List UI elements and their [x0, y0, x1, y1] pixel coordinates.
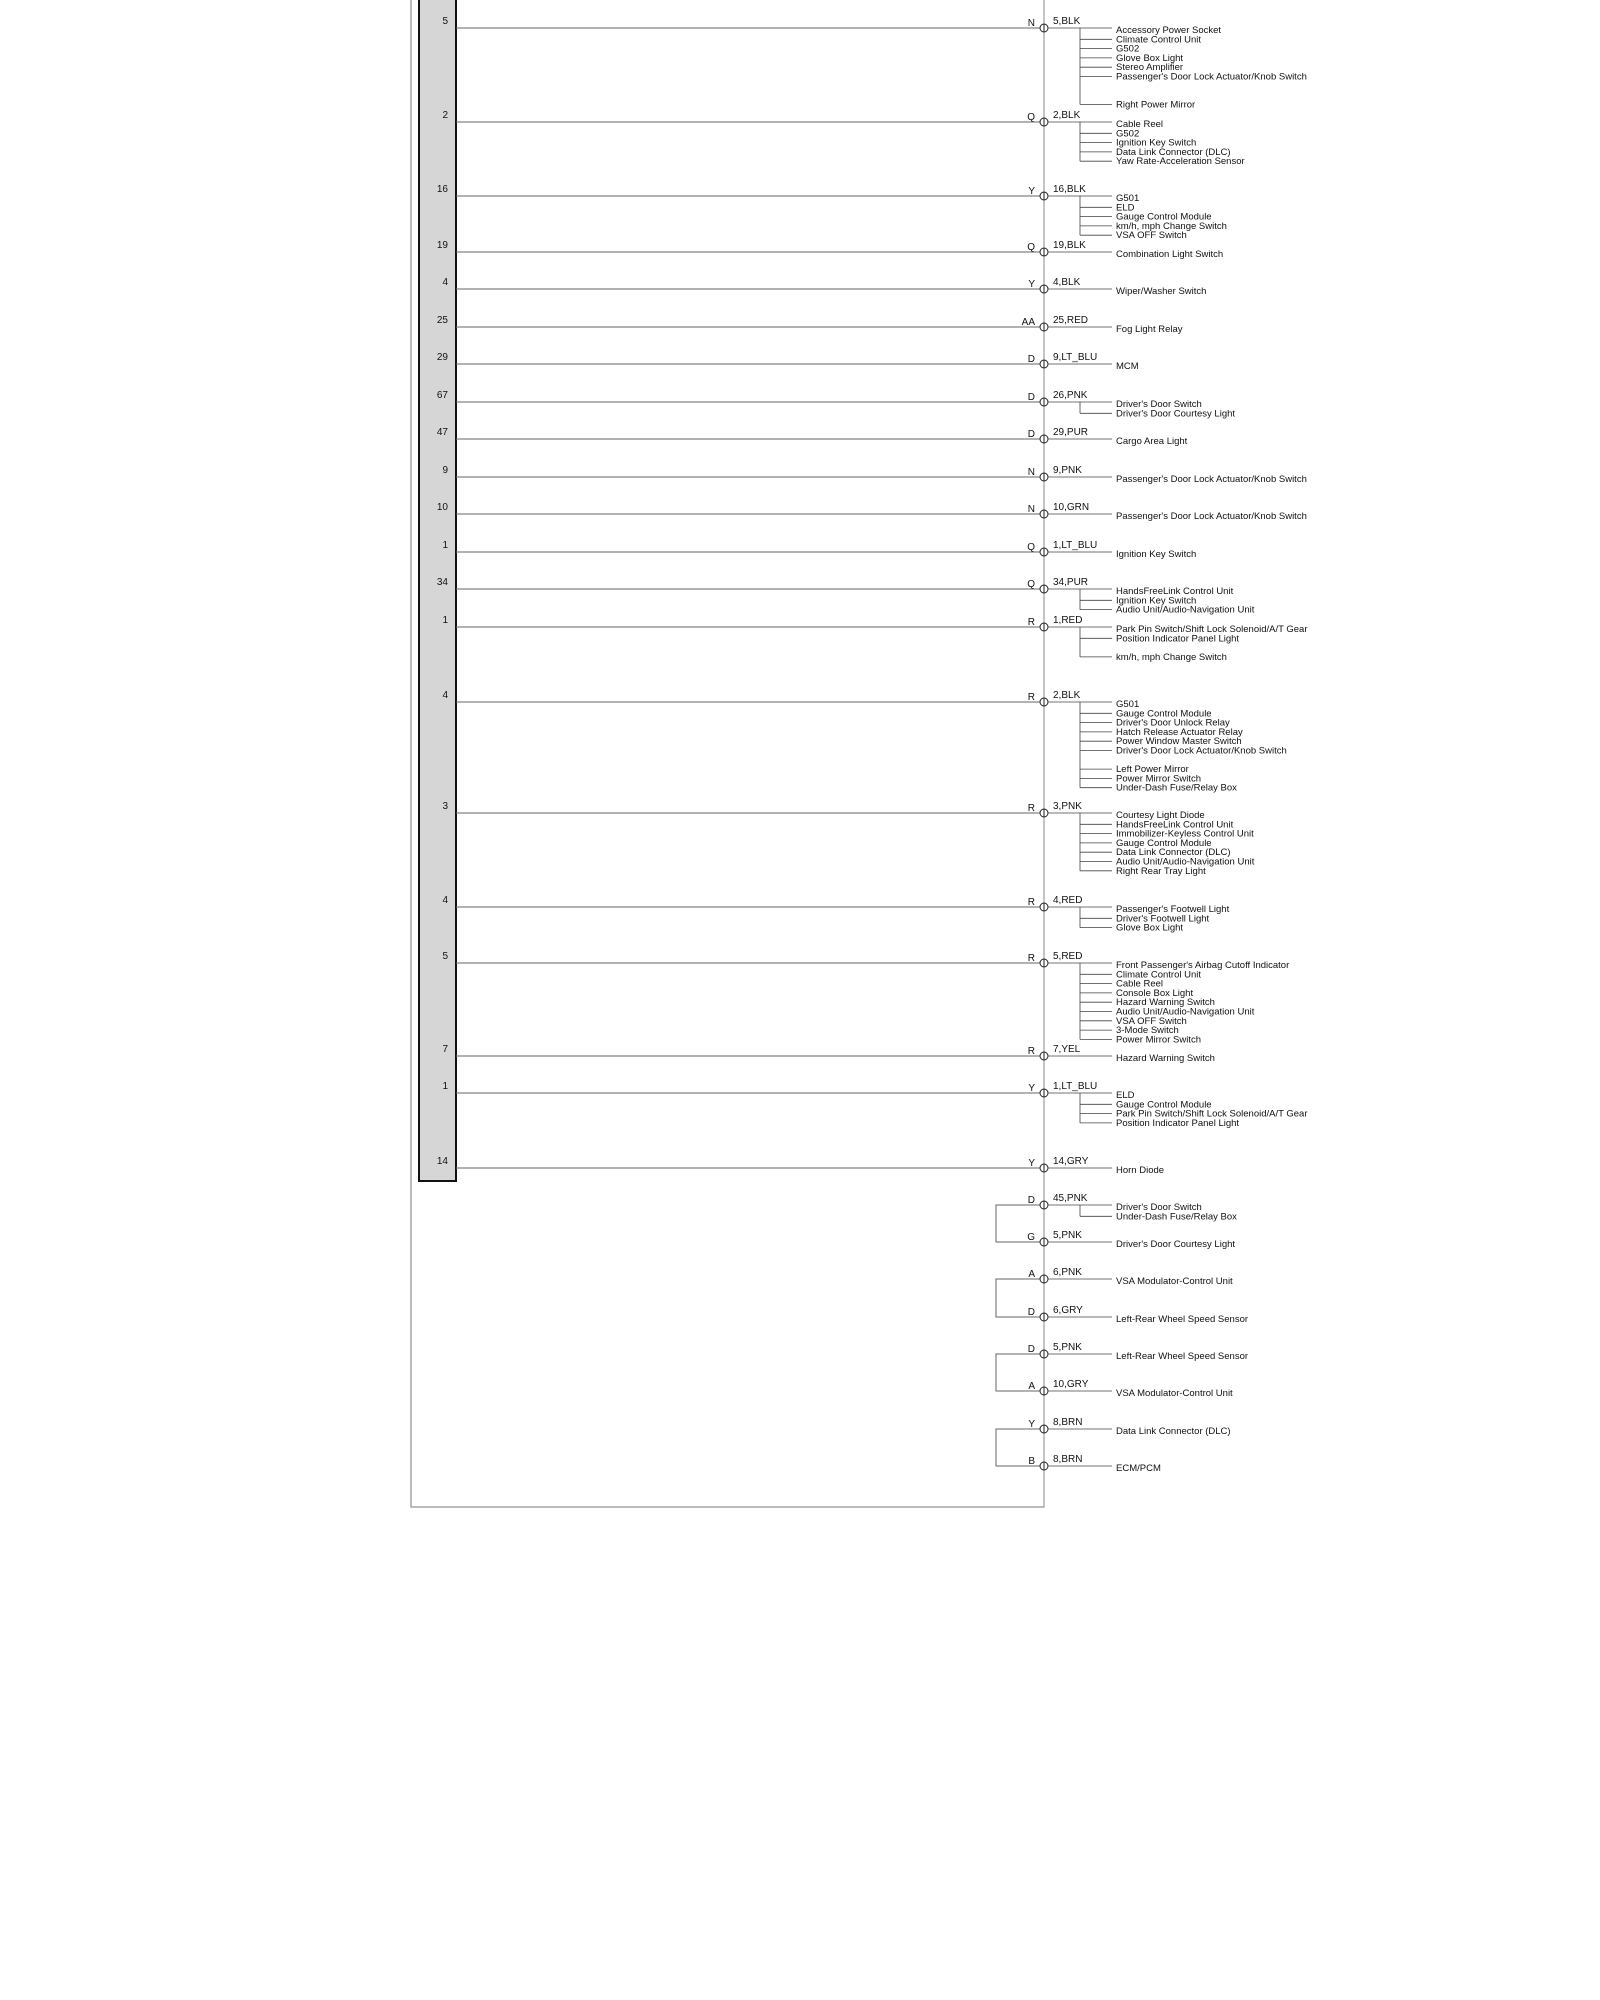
circuit-component-label: Courtesy Light Diode: [1116, 810, 1205, 821]
circuit-component-label: Passenger's Door Lock Actuator/Knob Switch: [1116, 511, 1307, 522]
jumper-component-label: Driver's Door Switch: [1116, 1202, 1202, 1213]
circuit-component-label: Wiper/Washer Switch: [1116, 286, 1207, 297]
wire-code: 5,PNK: [1053, 1342, 1082, 1353]
wire-code: 6,GRY: [1053, 1305, 1083, 1316]
connector-id: Y: [1028, 1083, 1035, 1094]
wire-code: 45,PNK: [1053, 1193, 1088, 1204]
circuit-component-label: G501: [1116, 699, 1140, 710]
circuit-component-label: Driver's Door Courtesy Light: [1116, 408, 1236, 420]
connector-pin-number: 25: [436, 315, 448, 326]
circuit-component-label: Accessory Power Socket: [1116, 25, 1222, 36]
wire-code: 8,BRN: [1053, 1417, 1083, 1428]
connector-id: AA: [1021, 317, 1035, 328]
circuit-component-label: km/h, mph Change Switch: [1116, 651, 1227, 663]
circuit-component-label: Power Window Master Switch: [1116, 736, 1242, 748]
wire-code: 1,LT_BLU: [1053, 540, 1098, 551]
connector-pin-number: 1: [442, 540, 448, 551]
circuit-component-label: Under-Dash Fuse/Relay Box: [1116, 782, 1237, 794]
jumper-component-label: VSA Modulator-Control Unit: [1116, 1388, 1233, 1399]
wire-code: 14,GRY: [1053, 1156, 1089, 1167]
wire-code: 4,BLK: [1053, 277, 1081, 288]
circuit-component-label: G502: [1116, 128, 1140, 140]
wire-code: 2,BLK: [1053, 110, 1081, 121]
connector-id: R: [1027, 617, 1035, 628]
wire-code: 9,LT_BLU: [1053, 352, 1098, 363]
circuit-component-label: Power Mirror Switch: [1116, 1034, 1201, 1046]
circuit-component-label: MCM: [1116, 361, 1139, 372]
connector-pin-number: 3: [442, 801, 448, 812]
circuit-component-label: HandsFreeLink Control Unit: [1116, 819, 1234, 831]
circuit-component-label: Front Passenger's Airbag Cutoff Indicator: [1116, 960, 1290, 971]
circuit-component-label: Fog Light Relay: [1116, 324, 1183, 335]
wire-code: 4,RED: [1053, 895, 1083, 906]
connector-pin-number: 34: [436, 577, 448, 588]
connector-id: G: [1027, 1232, 1035, 1243]
wire-code: 3,PNK: [1053, 801, 1082, 812]
circuit-component-label: Gauge Control Module: [1116, 837, 1212, 849]
circuit-component-label: Right Power Mirror: [1116, 99, 1196, 111]
circuit-component-label: Gauge Control Module: [1116, 708, 1212, 720]
circuit-component-label: km/h, mph Change Switch: [1116, 220, 1227, 232]
connector-id: R: [1027, 1046, 1035, 1057]
connector-pin-number: 47: [436, 427, 448, 438]
connector-pin-number: 16: [436, 184, 448, 195]
jumper-component-label: Driver's Door Courtesy Light: [1116, 1239, 1236, 1250]
jumper-component-label: ECM/PCM: [1116, 1463, 1161, 1474]
circuit-component-label: Driver's Door Switch: [1116, 399, 1202, 410]
circuit-component-label: Hazard Warning Switch: [1116, 997, 1215, 1009]
connector-pin-number: 10: [436, 502, 448, 513]
jumper-component-label: Left-Rear Wheel Speed Sensor: [1116, 1351, 1249, 1362]
connector-pin-number: 5: [442, 951, 448, 962]
circuit-component-label: Combination Light Switch: [1116, 249, 1224, 260]
connector-id: D: [1027, 1344, 1035, 1355]
connector-id: Q: [1027, 112, 1035, 123]
connector-id: R: [1027, 692, 1035, 703]
connector-id: A: [1028, 1381, 1035, 1392]
circuit-component-label: Ignition Key Switch: [1116, 137, 1197, 149]
wire-code: 10,GRY: [1053, 1379, 1089, 1390]
connector-id: R: [1027, 953, 1035, 964]
circuit-component-label: Console Box Light: [1116, 987, 1194, 999]
circuit-component-label: ELD: [1116, 202, 1135, 214]
connector-id: D: [1027, 354, 1035, 365]
circuit-component-label: Audio Unit/Audio-Navigation Unit: [1116, 856, 1255, 868]
connector-id: Y: [1028, 279, 1035, 290]
circuit-component-label: Driver's Door Lock Actuator/Knob Switch: [1116, 745, 1287, 757]
connector-id: Y: [1028, 1419, 1035, 1430]
connector-pin-number: 4: [442, 277, 448, 288]
circuit-component-label: Driver's Footwell Light: [1116, 913, 1210, 925]
circuit-component-label: Climate Control Unit: [1116, 34, 1201, 46]
circuit-component-label: Data Link Connector (DLC): [1116, 146, 1231, 158]
connector-id: Q: [1027, 542, 1035, 553]
circuit-component-label: Position Indicator Panel Light: [1116, 633, 1240, 645]
circuit-component-label: 3-Mode Switch: [1116, 1025, 1179, 1037]
jumper-component-label: Under-Dash Fuse/Relay Box: [1116, 1211, 1237, 1223]
circuit-component-label: Yaw Rate-Acceleration Sensor: [1116, 156, 1245, 168]
circuit-component-label: Position Indicator Panel Light: [1116, 1117, 1240, 1129]
connector-id: D: [1027, 429, 1035, 440]
wire-code: 7,YEL: [1053, 1044, 1081, 1055]
connector-id: A: [1028, 1269, 1035, 1280]
circuit-component-label: Passenger's Door Lock Actuator/Knob Switch: [1116, 71, 1307, 83]
connector-block: [419, 0, 456, 1181]
circuit-component-label: Gauge Control Module: [1116, 211, 1212, 223]
circuit-component-label: Gauge Control Module: [1116, 1099, 1212, 1111]
connector-id: D: [1027, 1307, 1035, 1318]
connector-id: D: [1027, 1195, 1035, 1206]
connector-id: D: [1027, 392, 1035, 403]
wire-code: 5,RED: [1053, 951, 1083, 962]
circuit-component-label: Cargo Area Light: [1116, 436, 1188, 447]
connector-id: Y: [1028, 1158, 1035, 1169]
circuit-component-label: Hazard Warning Switch: [1116, 1053, 1215, 1064]
wire-code: 8,BRN: [1053, 1454, 1083, 1465]
connector-pin-number: 7: [442, 1044, 448, 1055]
wire-code: 1,RED: [1053, 615, 1083, 626]
wire-code: 5,BLK: [1053, 16, 1081, 27]
circuit-component-label: Ignition Key Switch: [1116, 595, 1197, 607]
circuit-component-label: Power Mirror Switch: [1116, 773, 1201, 785]
connector-pin-number: 2: [442, 110, 448, 121]
connector-pin-number: 29: [436, 352, 448, 363]
connector-pin-number: 19: [436, 240, 448, 251]
connector-id: Q: [1027, 242, 1035, 253]
wire-code: 19,BLK: [1053, 240, 1086, 251]
connector-pin-number: 4: [442, 690, 448, 701]
connector-id: N: [1027, 504, 1035, 515]
circuit-component-label: Cable Reel: [1116, 119, 1163, 130]
connector-pin-number: 1: [442, 1081, 448, 1092]
connector-id: N: [1027, 467, 1035, 478]
connector-pin-number: 1: [442, 615, 448, 626]
connector-id: Q: [1027, 579, 1035, 590]
connector-pin-number: 14: [436, 1156, 448, 1167]
circuit-component-label: Cable Reel: [1116, 978, 1163, 990]
wire-code: 2,BLK: [1053, 690, 1081, 701]
circuit-component-label: Audio Unit/Audio-Navigation Unit: [1116, 604, 1255, 616]
circuit-component-label: Passenger's Door Lock Actuator/Knob Switch: [1116, 474, 1307, 485]
wire-code: 10,GRN: [1053, 502, 1090, 513]
connector-id: Y: [1028, 186, 1035, 197]
circuit-component-label: HandsFreeLink Control Unit: [1116, 586, 1234, 597]
circuit-component-label: VSA OFF Switch: [1116, 230, 1187, 242]
jumper-component-label: Left-Rear Wheel Speed Sensor: [1116, 1314, 1249, 1325]
circuit-component-label: Hatch Release Actuator Relay: [1116, 726, 1243, 738]
circuit-component-label: G501: [1116, 193, 1140, 204]
circuit-component-label: Left Power Mirror: [1116, 764, 1189, 776]
wire-code: 5,PNK: [1053, 1230, 1082, 1241]
connector-id: R: [1027, 803, 1035, 814]
wire-code: 26,PNK: [1053, 390, 1088, 401]
circuit-component-label: Audio Unit/Audio-Navigation Unit: [1116, 1006, 1255, 1018]
connector-id: R: [1027, 897, 1035, 908]
connector-id: B: [1028, 1456, 1035, 1467]
circuit-component-label: ELD: [1116, 1090, 1135, 1101]
circuit-component-label: Glove Box Light: [1116, 52, 1184, 64]
circuit-component-label: VSA OFF Switch: [1116, 1015, 1187, 1027]
wire-code: 9,PNK: [1053, 465, 1082, 476]
circuit-component-label: Horn Diode: [1116, 1165, 1165, 1176]
connector-pin-number: 67: [436, 390, 448, 401]
connector-pin-number: 5: [442, 16, 448, 27]
circuit-component-label: Park Pin Switch/Shift Lock Solenoid/A/T Gear: [1116, 624, 1308, 635]
wire-code: 16,BLK: [1053, 184, 1086, 195]
circuit-component-label: Right Rear Tray Light: [1116, 865, 1206, 877]
circuit-component-label: Climate Control Unit: [1116, 969, 1201, 981]
circuit-component-label: Data Link Connector (DLC): [1116, 847, 1231, 859]
jumper-component-label: Data Link Connector (DLC): [1116, 1426, 1231, 1437]
circuit-component-label: Ignition Key Switch: [1116, 549, 1197, 560]
wire-code: 6,PNK: [1053, 1267, 1082, 1278]
harness-frame: [411, 0, 1044, 1507]
wire-code: 1,LT_BLU: [1053, 1081, 1098, 1092]
circuit-component-label: G502: [1116, 43, 1140, 55]
circuit-component-label: Stereo Amplifier: [1116, 62, 1184, 74]
wire-code: 34,PUR: [1053, 577, 1089, 588]
connector-pin-number: 4: [442, 895, 448, 906]
circuit-component-label: Park Pin Switch/Shift Lock Solenoid/A/T Gear: [1116, 1108, 1308, 1120]
wire-code: 25,RED: [1053, 315, 1089, 326]
circuit-component-label: Immobilizer-Keyless Control Unit: [1116, 828, 1254, 840]
circuit-component-label: Glove Box Light: [1116, 922, 1184, 934]
wire-code: 29,PUR: [1053, 427, 1089, 438]
connector-id: N: [1027, 18, 1035, 29]
circuit-component-label: Driver's Door Unlock Relay: [1116, 717, 1230, 729]
connector-pin-number: 9: [442, 465, 448, 476]
jumper-component-label: VSA Modulator-Control Unit: [1116, 1276, 1233, 1287]
circuit-component-label: Passenger's Footwell Light: [1116, 904, 1230, 915]
